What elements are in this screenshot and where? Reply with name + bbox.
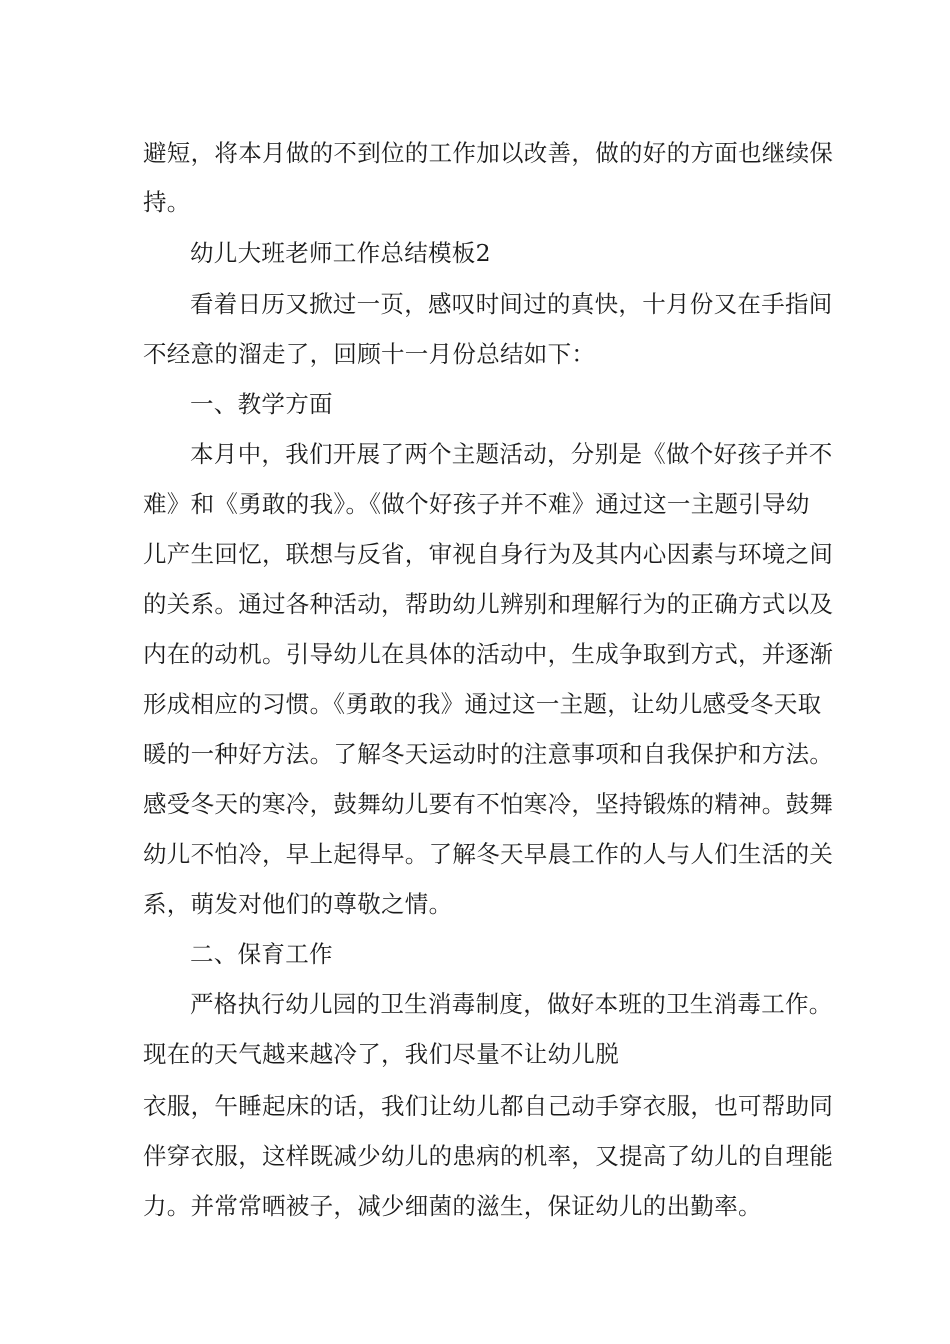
body-text-line: 内在的动机。引导幼儿在具体的活动中，生成争取到方式，并逐渐 xyxy=(143,640,834,668)
paragraph-first-line: 看着日历又掀过一页，感叹时间过的真快，十月份又在手指间 xyxy=(190,290,833,318)
section-heading-teaching: 一、教学方面 xyxy=(190,390,333,418)
body-text-line: 的关系。通过各种活动，帮助幼儿辨别和理解行为的正确方式以及 xyxy=(143,590,834,618)
body-text-line: 现在的天气越来越冷了，我们尽量不让幼儿脱 xyxy=(143,1040,619,1068)
body-text-line: 系，萌发对他们的尊敬之情。 xyxy=(143,890,453,918)
body-text-line: 难》和《勇敢的我》。《做个好孩子并不难》通过这一主题引导幼 xyxy=(143,490,810,518)
body-text-line: 不经意的溜走了，回顾十一月份总结如下： xyxy=(143,340,596,368)
section-title: 幼儿大班老师工作总结模板2 xyxy=(190,239,491,267)
body-text-line: 幼儿不怕冷，早上起得早。了解冬天早晨工作的人与人们生活的关 xyxy=(143,840,834,868)
body-text-line: 避短，将本月做的不到位的工作加以改善，做的好的方面也继续保 xyxy=(143,139,834,167)
body-text-line: 感受冬天的寒冷，鼓舞幼儿要有不怕寒冷，坚持锻炼的精神。鼓舞 xyxy=(143,790,834,818)
paragraph-first-line: 严格执行幼儿园的卫生消毒制度，做好本班的卫生消毒工作。 xyxy=(190,990,833,1018)
body-text-line: 持。 xyxy=(143,188,191,216)
body-text-line: 暖的一种好方法。了解冬天运动时的注意事项和自我保护和方法。 xyxy=(143,740,834,768)
section-heading-care: 二、保育工作 xyxy=(190,940,333,968)
body-text-line: 力。并常常晒被子，减少细菌的滋生，保证幼儿的出勤率。 xyxy=(143,1192,762,1220)
body-text-line: 衣服，午睡起床的话，我们让幼儿都自己动手穿衣服，也可帮助同 xyxy=(143,1092,834,1120)
paragraph-first-line: 本月中，我们开展了两个主题活动，分别是《做个好孩子并不 xyxy=(190,440,833,468)
body-text-line: 伴穿衣服，这样既减少幼儿的患病的机率，又提高了幼儿的自理能 xyxy=(143,1142,834,1170)
body-text-line: 儿产生回忆，联想与反省，审视自身行为及其内心因素与环境之间 xyxy=(143,540,834,568)
body-text-line: 形成相应的习惯。《勇敢的我》通过这一主题，让幼儿感受冬天取 xyxy=(143,690,822,718)
